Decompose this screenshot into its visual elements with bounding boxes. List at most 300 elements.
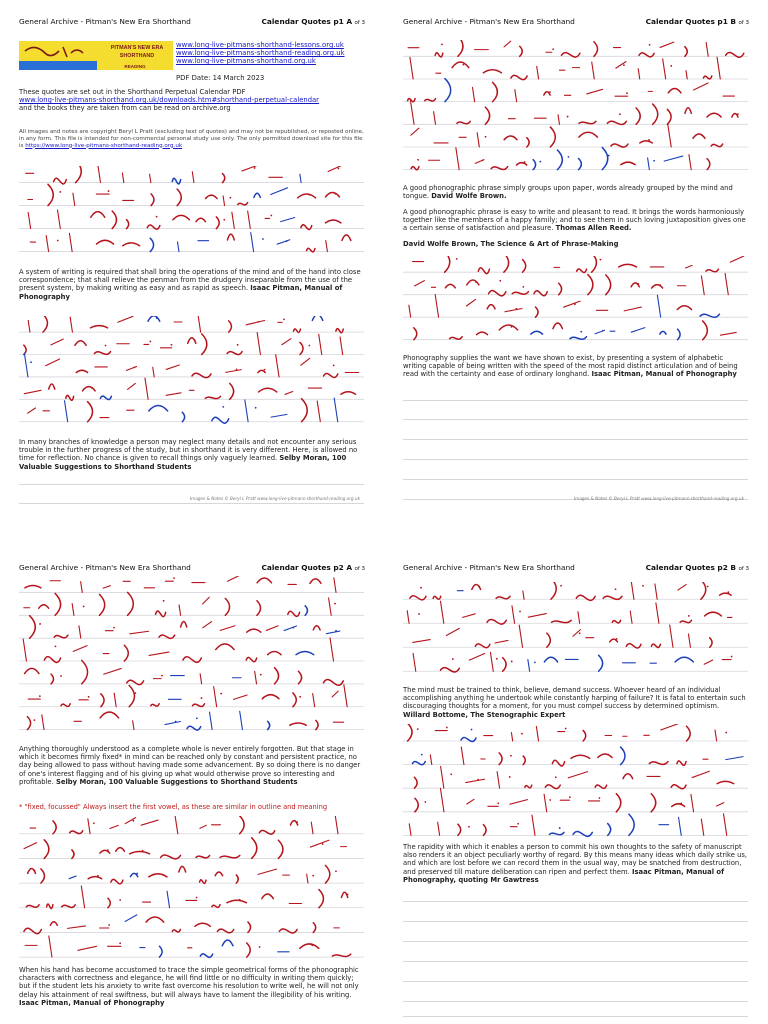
shorthand-vowel-dot [196,897,198,899]
shorthand-vowel-dot [229,197,231,199]
quote-author: Thomas Allen Reed. [555,224,632,233]
header-title: General Archive - Pitman's New Era Shorthand [19,563,191,572]
intro-text: These quotes are set out in the Shorthand Perpetual Calendar PDF www.long-live-pitmans-shorthand.org.uk/downloads.htm#shorthand-perpetual-calendar and the books they are taken from can be read on archive.org [19,88,319,113]
shorthand-stroke [693,134,705,138]
shorthand-stroke [319,890,324,908]
shorthand-vowel-dot [171,344,173,346]
shorthand-stroke [434,112,436,125]
shorthand-vowel-dot [175,721,177,723]
shorthand-stroke [571,755,590,758]
shorthand-stroke [445,256,450,272]
shorthand-vowel-dot [132,820,134,822]
shorthand-stroke [205,195,217,198]
shorthand-stroke [598,754,612,758]
shorthand-vowel-dot [108,190,110,192]
shorthand-stroke [255,671,257,684]
shorthand-vowel-dot [534,661,536,663]
shorthand-stroke [312,316,322,320]
shorthand-stroke [410,57,413,79]
shorthand-stroke [323,680,343,686]
shorthand-stroke [258,370,265,372]
shorthand-vowel-dot [196,717,198,719]
shorthand-stroke [76,166,82,183]
shorthand-stroke [725,273,728,294]
shorthand-stroke [661,724,680,730]
shorthand-vowel-dot [725,732,727,734]
shorthand-stroke [552,760,564,766]
shorthand-vowel-dot [83,606,85,608]
shorthand-stroke [24,928,42,933]
shorthand-vowel-dot [417,159,419,161]
header-page-label: Calendar Quotes p2 B of 3 [645,563,749,572]
shorthand-stroke [685,108,691,114]
quote-author: Isaac Pitman, Manual of Phonography [19,998,165,1007]
shorthand-stroke [96,240,113,244]
shorthand-stroke [326,631,339,634]
shorthand-stroke [247,943,251,957]
shorthand-stroke [413,640,430,643]
shorthand-vowel-dot [511,661,513,663]
shorthand-stroke [441,601,444,623]
shorthand-stroke [200,825,207,828]
shorthand-stroke [28,320,30,332]
shorthand-stroke [717,803,724,806]
shorthand-stroke [230,383,234,399]
shorthand-vowel-dot [299,696,301,698]
shorthand-stroke [150,238,153,251]
shorthand-stroke [568,772,587,778]
shorthand-vowel-dot [446,727,448,729]
shorthand-stroke [229,321,232,332]
shorthand-stroke [711,144,722,147]
shorthand-stroke [25,668,39,673]
shorthand-vowel-dot [417,728,419,730]
shorthand-stroke [483,70,501,73]
shorthand-stroke [503,658,506,672]
shorthand-stroke [129,685,134,706]
ruled-line [403,961,748,962]
shorthand-vowel-dot [659,284,661,286]
shorthand-stroke [704,660,713,664]
shorthand-stroke [640,141,652,143]
page-p2b [384,512,768,1024]
shorthand-stroke [277,240,290,244]
shorthand-stroke [28,212,30,228]
shorthand-vowel-dot [91,387,93,389]
shorthand-vowel-dot [560,585,562,587]
shorthand-stroke [76,370,87,372]
shorthand-vowel-dot [173,577,175,579]
shorthand-stroke [717,57,720,79]
shorthand-stroke [151,194,154,206]
shorthand-stroke [559,283,562,294]
shorthand-stroke [88,402,93,422]
ruled-line [403,1016,748,1017]
shorthand-stroke [198,316,201,332]
shorthand-stroke [409,824,411,836]
shorthand-stroke [694,83,709,90]
shorthand-stroke [30,616,36,638]
shorthand-vowel-dot [335,870,337,872]
shorthand-stroke [302,399,308,422]
shorthand-vowel-dot [156,317,158,319]
shorthand-vowel-dot [286,240,288,242]
quote-author: Selby Moran, 100 Valuable Suggestions to Shorthand Students [55,777,298,786]
shorthand-stroke [414,328,417,340]
shorthand-stroke [212,417,229,423]
shorthand-vowel-dot [680,803,682,805]
shorthand-vowel-dot [107,849,109,851]
shorthand-vowel-dot [57,240,59,242]
shorthand-vowel-dot [194,339,196,341]
shorthand-stroke [205,396,220,398]
shorthand-stroke [483,825,486,836]
shorthand-stroke [108,898,110,908]
shorthand-stroke [631,328,645,333]
ruled-line [403,479,748,480]
quote-author: Willard Bottome, The Stenographic Expert [403,710,566,719]
shorthand-stroke [594,42,598,57]
shorthand-vowel-dot [670,65,672,67]
shorthand-vowel-dot [220,693,222,695]
shorthand-stroke [631,582,634,599]
shorthand-stroke [203,597,210,604]
vowel-note: * "fixed, focussed" Always insert the first vowel, as these are similar in outline and meaning [19,803,328,811]
shorthand-stroke [612,620,620,623]
shorthand-vowel-dot [568,156,570,158]
shorthand-stroke [81,886,84,908]
site-link-reading[interactable]: www.long-live-pitmans-shorthand-reading.org.uk [176,49,345,58]
shorthand-stroke [69,876,76,879]
shorthand-vowel-dot [522,286,524,288]
shorthand-stroke [720,332,736,335]
shorthand-stroke [178,242,179,252]
shorthand-stroke [445,79,451,102]
shorthand-stroke [515,90,517,102]
shorthand-vowel-dot [201,697,203,699]
shorthand-stroke [225,598,229,615]
shorthand-stroke [242,166,261,171]
shorthand-stroke [75,341,86,346]
shorthand-stroke [599,655,603,671]
shorthand-stroke [126,220,128,229]
shorthand-stroke [469,653,484,660]
shorthand-stroke [334,578,336,593]
shorthand-stroke [703,76,711,79]
shorthand-stroke [26,905,39,908]
shorthand-stroke [680,620,691,622]
shorthand-stroke [290,723,306,725]
shorthand-stroke [91,326,108,328]
shorthand-stroke [657,295,660,317]
shorthand-vowel-dot [292,627,294,629]
shorthand-stroke [413,653,416,671]
shorthand-vowel-dot [136,873,138,875]
shorthand-vowel-dot [509,776,511,778]
shorthand-vowel-dot [574,303,576,305]
shorthand-stroke [557,150,562,170]
shorthand-vowel-dot [259,946,261,948]
shorthand-stroke [179,866,186,872]
shorthand-vowel-dot [579,632,581,634]
shorthand-stroke [145,378,148,399]
shorthand-stroke [425,99,436,101]
shorthand-stroke [726,757,743,760]
quote-5: Phonography supplies the want we have shown to exist, by presenting a system of alphabetic writing capable of being written with the speed of the most rapid distinct articulation and of being read with the certainty and ease of ordinary longhand. Isaac Pitman, Manual of Phonography [403,354,738,379]
site-link-lessons[interactable]: www.long-live-pitmans-shorthand-lessons.org.uk [176,41,344,49]
shorthand-stroke [24,843,37,849]
shorthand-vowel-dot [441,43,443,45]
shorthand-stroke [245,400,248,422]
shorthand-stroke [446,628,459,635]
shorthand-stroke [285,391,293,394]
shorthand-stroke [415,798,418,812]
shorthand-stroke [606,275,611,295]
shorthand-vowel-dot [334,603,336,605]
shorthand-stroke [510,800,528,805]
quote-author: Isaac Pitman, Manual of Phonography, quoting Mr Gawtress [403,867,725,884]
shorthand-vowel-dot [105,345,107,347]
shorthand-block-4 [403,256,748,346]
shorthand-vowel-dot [649,44,651,46]
shorthand-stroke [668,88,681,92]
shorthand-stroke [478,268,489,274]
shorthand-stroke [25,586,41,588]
ruled-line [403,921,748,922]
shorthand-stroke [685,265,692,268]
shorthand-stroke [438,822,440,835]
ruled-line [19,503,364,504]
shorthand-stroke [203,622,212,628]
ruled-line [403,459,748,460]
shorthand-stroke [701,582,706,599]
shorthand-stroke [689,155,691,170]
shorthand-stroke [678,585,686,591]
shorthand-stroke [528,614,546,618]
shorthand-vowel-dot [335,630,337,632]
shorthand-stroke [730,256,743,262]
site-links [176,41,345,66]
shorthand-stroke [177,189,181,205]
ruled-line [403,981,748,982]
shorthand-stroke [39,605,49,609]
shorthand-stroke [166,365,179,369]
shorthand-stroke [660,42,674,47]
shorthand-vowel-dot [254,167,256,169]
site-link-main[interactable]: www.long-live-pitmans-shorthand.org.uk [176,57,316,66]
shorthand-stroke [130,851,150,853]
shorthand-stroke [65,401,68,422]
shorthand-stroke [149,652,169,655]
shorthand-stroke [110,825,118,828]
shorthand-stroke [558,115,559,124]
shorthand-stroke [544,794,547,812]
shorthand-vowel-dot [34,869,36,871]
shorthand-stroke [655,584,657,599]
shorthand-stroke [216,217,219,229]
shorthand-stroke [44,657,60,663]
shorthand-stroke [441,766,444,788]
shorthand-stroke [325,193,339,197]
shorthand-vowel-dot [223,219,225,221]
shorthand-stroke [706,42,708,56]
shorthand-stroke [461,747,464,765]
shorthand-vowel-dot [262,238,264,240]
ruled-line [403,941,748,942]
quote-author: Isaac Pitman, Manual of Phonography [19,284,343,301]
quote-author: David Wolfe Brown. [431,192,507,201]
shorthand-stroke [28,408,36,413]
shorthand-stroke [259,388,277,392]
shorthand-stroke [266,626,278,631]
ruled-line [403,1001,748,1002]
shorthand-stroke [268,721,270,729]
shorthand-stroke [247,629,261,632]
shorthand-stroke [49,384,55,389]
shorthand-stroke [50,922,57,926]
shorthand-vowel-dot [108,924,110,926]
shorthand-stroke [103,586,110,589]
shorthand-vowel-dot [418,613,420,615]
shorthand-stroke [123,243,140,246]
shorthand-stroke [544,657,557,662]
shorthand-stroke [701,819,703,835]
shorthand-stroke [310,840,329,847]
shorthand-stroke [531,331,543,334]
quote-4-source: David Wolfe Brown, The Science & Art of Phrase-Making [403,240,619,248]
shorthand-stroke [262,894,273,899]
shorthand-stroke [629,814,634,835]
shorthand-vowel-dot [626,92,628,94]
shorthand-vowel-dot [653,160,655,162]
quote-3: A good phonographic phrase simply groups upon paper, words already grouped by the mind and tongue. David Wolfe Brown. [403,184,733,201]
shorthand-stroke [592,62,595,79]
shorthand-stroke [344,685,347,707]
page-footer: Images & Notes © Beryl L Pratt www.long-live-pitmans-shorthand-reading.org.uk [189,496,360,501]
shorthand-stroke [301,358,310,365]
shorthand-vowel-dot [619,113,621,115]
shorthand-stroke [174,816,177,834]
shorthand-vowel-dot [420,587,422,589]
shorthand-stroke [300,944,319,948]
site-logo[interactable] [19,41,173,70]
shorthand-stroke [228,576,241,581]
download-site-link[interactable]: https://www.long-live-pitmans-shorthand-reading.org.uk [25,142,183,149]
shorthand-vowel-dot [333,365,335,367]
shorthand-vowel-dot [616,638,618,640]
shorthand-vowel-dot [311,944,313,946]
shorthand-stroke [62,905,76,908]
shorthand-stroke [663,59,666,79]
shorthand-stroke [182,412,184,421]
shorthand-vowel-dot [475,281,477,283]
shorthand-stroke [512,292,528,295]
shorthand-vowel-dot [134,366,136,368]
ruled-line [403,400,748,401]
shorthand-stroke [133,721,134,730]
page-p1a [0,0,384,512]
shorthand-stroke [523,591,524,599]
shorthand-stroke [579,132,598,137]
shorthand-stroke [707,113,721,117]
shorthand-vowel-dot [485,136,487,138]
shorthand-stroke [458,824,461,835]
shorthand-stroke [553,323,563,329]
shorthand-stroke [619,264,637,267]
shorthand-vowel-dot [88,696,90,698]
header-page-label: Calendar Quotes p1 A of 3 [261,17,365,26]
shorthand-stroke [341,892,347,897]
shorthand-stroke [114,693,116,707]
shorthand-stroke [499,753,502,765]
shorthand-stroke [41,869,45,883]
shorthand-stroke [262,695,279,699]
shorthand-stroke [82,387,95,391]
calendar-link[interactable]: www.long-live-pitmans-shorthand.org.uk/downloads.htm#shorthand-perpetual-calendar [19,96,319,105]
shorthand-stroke [692,771,709,777]
shorthand-stroke [298,194,316,198]
shorthand-stroke [588,275,593,295]
shorthand-stroke [257,578,271,583]
shorthand-stroke [411,101,415,125]
page-p1b [384,0,768,512]
shorthand-stroke [58,210,61,229]
shorthand-vowel-dot [456,258,458,260]
shorthand-stroke [570,337,587,340]
logo-line1: PITMAN'S NEW ERA [110,45,164,51]
shorthand-stroke [679,817,682,835]
shorthand-vowel-dot [270,215,272,217]
shorthand-vowel-dot [688,615,690,617]
shorthand-stroke [305,606,307,616]
shorthand-stroke [165,722,180,725]
shorthand-vowel-dot [260,674,262,676]
shorthand-stroke [636,108,640,124]
shorthand-vowel-dot [637,283,639,285]
shorthand-stroke [70,317,72,332]
shorthand-stroke [79,626,81,638]
shorthand-stroke [467,280,479,285]
shorthand-vowel-dot [335,193,337,195]
shorthand-stroke [181,622,187,628]
shorthand-vowel-dot [347,894,349,896]
shorthand-stroke [528,659,530,671]
shorthand-stroke [332,691,338,697]
shorthand-stroke [222,940,233,946]
shorthand-stroke [307,874,308,883]
shorthand-stroke [223,196,224,206]
shorthand-stroke [466,779,485,782]
shorthand-stroke [214,687,217,707]
shorthand-stroke [532,815,535,835]
shorthand-stroke [583,730,586,741]
shorthand-stroke [667,109,671,124]
quote-author: Isaac Pitman, Manual of Phonography [591,370,737,379]
shorthand-stroke [72,850,74,859]
shorthand-vowel-dot [599,797,601,799]
shorthand-stroke [88,819,90,834]
shorthand-vowel-dot [270,895,272,897]
shorthand-stroke [340,337,343,355]
shorthand-stroke [278,840,283,858]
shorthand-stroke [537,66,539,79]
shorthand-stroke [148,316,160,321]
shorthand-vowel-dot [559,827,561,829]
shorthand-stroke [46,359,60,366]
shorthand-vowel-dot [549,91,551,93]
quote-8: The mind must be trained to think, believe, demand success. Whoever heard of an individual accomplishing anything he undertook while constantly harping of failure? It is fatal to entertain such discouraging thoughts for a moment, for you must compel success by determined optimism. Willard Bottome, The Stenographic Expert [403,686,746,719]
shorthand-stroke [458,40,463,56]
